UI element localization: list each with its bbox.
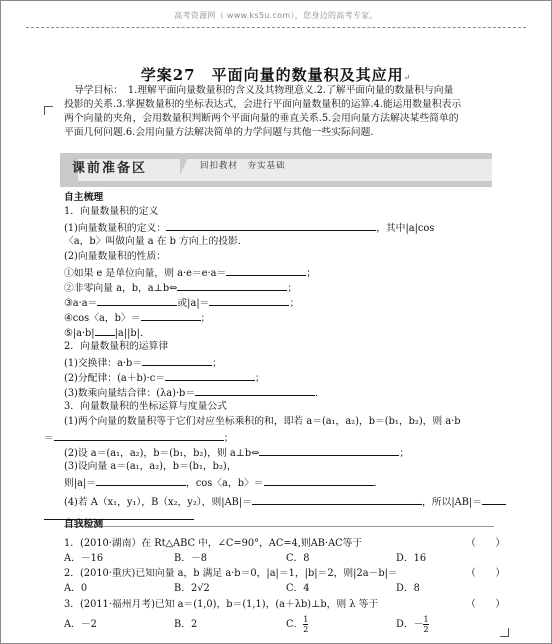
text-line: 3．向量数量积的坐标运算与度量公式 [64,401,227,412]
text-line: 1．向量数量积的定义 [64,206,159,217]
answer-blank[interactable] [264,475,374,486]
text-line: (2)向量数量积的性质： [64,251,167,262]
corner-mark-bottom-right [500,628,509,637]
answer-blank[interactable] [195,385,315,396]
text-line: 2．向量数量积的运算律 [64,341,169,352]
choice-c[interactable]: C．4 [286,583,310,594]
answer-blank[interactable] [96,475,186,486]
text-line: (1)两个向量的数量积等于它们对应坐标乘积的和，即若 a＝(a₁，a₂)，b＝(b₁，b₂)，则 a·b [64,416,461,427]
text-line: ⑤|a·b| |a||b|． [64,325,150,340]
answer-blank[interactable] [177,280,287,291]
section-heading: 自我检测 [64,519,104,530]
answer-parens[interactable]: （ ） [466,568,506,579]
choice-d[interactable]: D．16 [396,553,427,564]
header-site-text: 高考资源网（ www.ks5u.com），您身边的高考专家。 [174,11,378,20]
text-line: ④cos〈a，b〉＝ ； [64,310,210,325]
question-3: 3．(2011·福州月考)已知 a＝(1,0)，b＝(1,1)，(a＋λb)⊥b，则 λ 等于 [64,599,379,610]
text-line: (4)若 A（x₁，y₁），B（x₂，y₂），则|AB|＝ ，所以|AB|＝ [64,494,506,509]
banner-divider [180,153,190,175]
section-divider [64,526,494,527]
goals-line: 平面几何问题.6.会用向量方法解决简单的力学问题与其他一些实际问题． [64,127,381,138]
answer-blank[interactable] [95,325,115,336]
choice-a[interactable]: A．－16 [64,553,104,564]
banner-label: 课前准备区 [72,161,148,176]
goals-line: 两个向量的夹角，会用数量积判断两个平面向量的垂直关系.5.会用向量方法解决某些简单的 [64,113,459,124]
answer-blank[interactable] [165,370,255,381]
answer-parens[interactable]: （ ） [466,538,506,549]
question-2: 2．(2010·重庆)已知向量 a，b 满足 a·b＝0，|a|＝1，|b|＝2，则|2a－b|＝ [64,568,398,579]
choice-b[interactable]: B．－8 [174,553,208,564]
choice-b[interactable]: B．2√2 [174,583,210,594]
banner-subtitle: 回扣教材 夯实基础 [200,161,286,171]
page-title: 学案27 平面向量的数量积及其应用↵ [140,66,412,84]
answer-blank[interactable] [97,295,177,306]
section-heading: 自主梳理 [64,192,104,203]
answer-blank[interactable] [54,430,224,441]
text-line: (3)设向量 a＝(a₁，a₂)，b＝(b₁，b₂)， [64,461,237,472]
answer-blank[interactable] [259,445,399,456]
text-line: (3)数乘向量结合律：(λa)·b＝ ． [64,385,325,400]
text-line: (2)分配律：(a＋b)·c＝ ； [64,370,265,385]
text-line: ①如果 e 是单位向量，则 a·e＝e·a＝ ； [64,265,316,280]
text-line: ＝ ； [44,430,234,445]
answer-blank[interactable] [482,494,506,505]
text-line: 则|a|＝ ，cos〈a，b〉＝ ． [64,475,383,490]
text-line: ③a·a＝ 或|a|＝ ； [64,295,299,310]
choice-c[interactable]: C．8 [286,553,310,564]
choice-b[interactable]: B．2 [174,619,198,630]
choice-d[interactable]: D．－ $\frac{1}{2}$ [396,615,429,634]
answer-blank[interactable] [252,494,422,505]
question-1: 1．(2010·湖南）在 Rt△ABC 中，∠C=90°，AC=4,则AB·AC等于 [64,538,363,549]
fraction-half: $\frac{1}{2}$ [303,615,309,634]
text-line: (1)向量数量积的定义： ，其中|a|cos [64,220,434,235]
text-line: ②非零向量 a，b，a⊥b⇔ ； [64,280,297,295]
answer-blank[interactable] [209,295,289,306]
answer-blank[interactable] [141,310,201,321]
section-banner [60,153,492,187]
choice-a[interactable]: A．－2 [64,619,97,630]
choice-d[interactable]: D．8 [396,583,420,594]
answer-blank[interactable] [166,220,376,231]
page-header [0,0,552,32]
answer-blank[interactable] [226,265,306,276]
text-line: 〈a，b〉叫做向量 a 在 b 方向上的投影． [64,236,248,247]
text-line: (1)交换律：a·b＝ ； [64,355,222,370]
answer-blank[interactable] [142,355,212,366]
text-line: (2)设 a＝(a₁，a₂)，b＝(b₁，b₂)，则 a⊥b⇔ ； [64,445,409,460]
goals-line: 投影的关系.3.掌握数量积的坐标表达式，会进行平面向量数量积的运算.4.能运用数量积表示 [64,99,462,110]
header-rule [26,27,526,28]
fraction-half: $\frac{1}{2}$ [423,615,429,634]
answer-parens[interactable]: （ ） [466,599,506,610]
corner-mark-top-left [44,106,53,115]
choice-a[interactable]: A．0 [64,583,88,594]
choice-c[interactable]: C． $\frac{1}{2}$ [286,615,309,634]
goals-line: 导学目标： 1.理解平面向量数量积的含义及其物理意义.2.了解平面向量的数量积与向量 [74,85,454,96]
